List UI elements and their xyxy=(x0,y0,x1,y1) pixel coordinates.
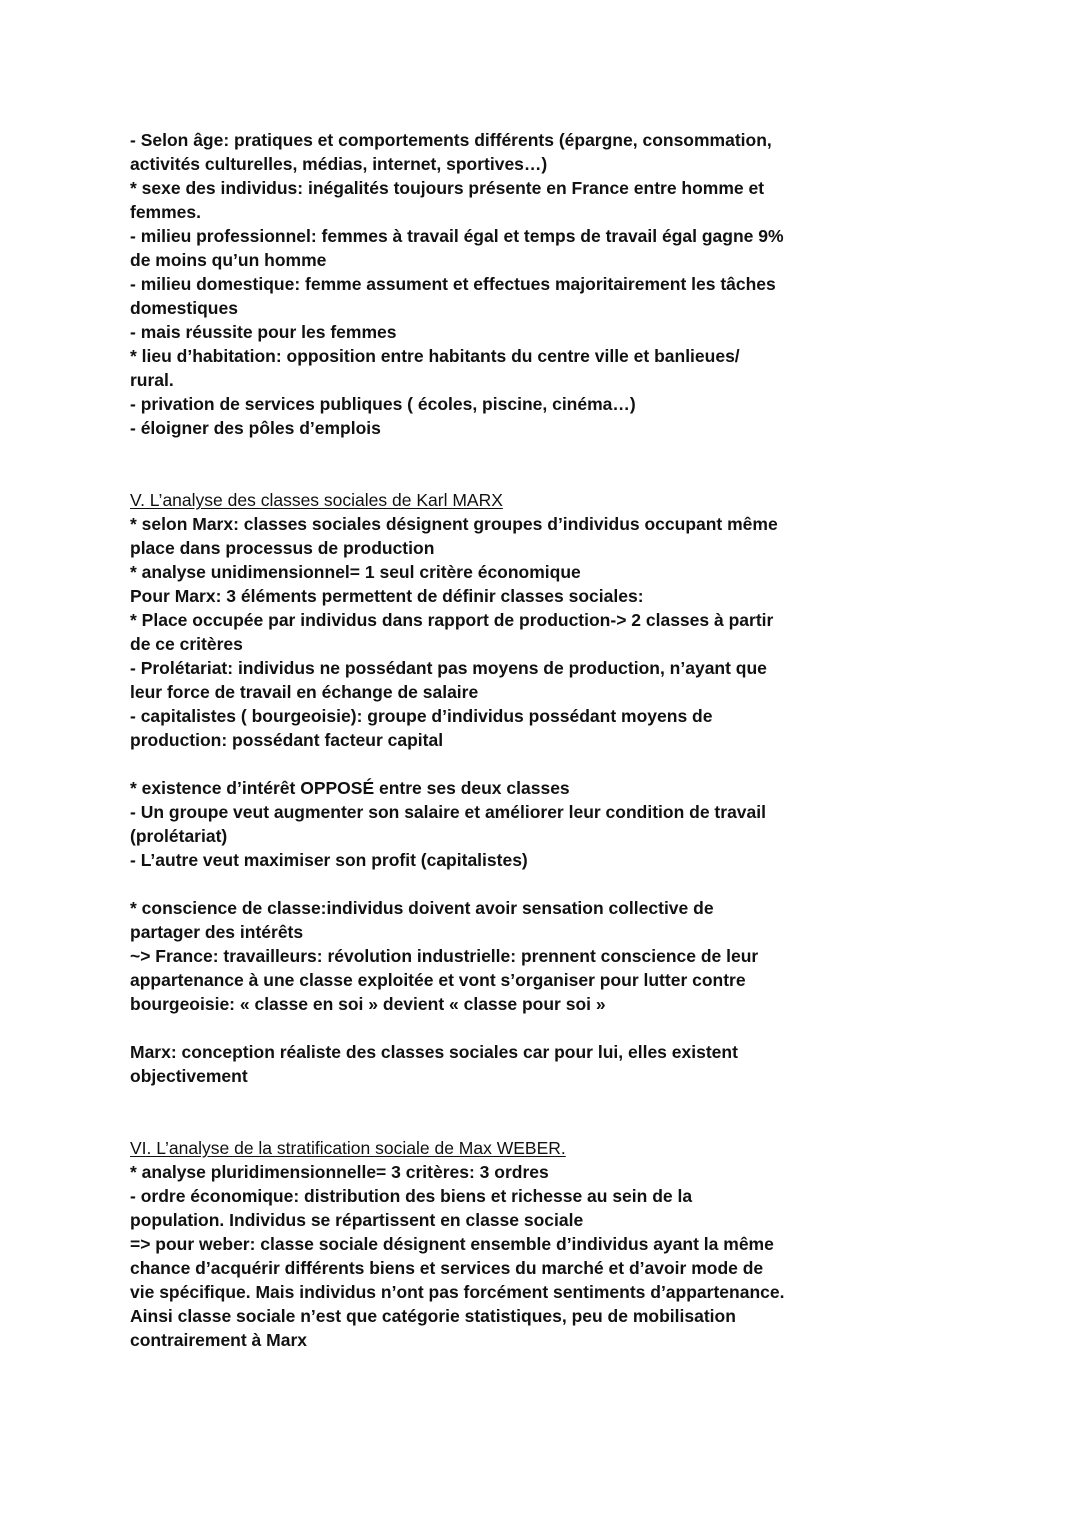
text-line: - capitalistes ( bourgeoisie): groupe d’individus possédant moyens de xyxy=(130,706,713,726)
text-line: => pour weber: classe sociale désignent ensemble d’individus ayant la même xyxy=(130,1234,774,1254)
text-line: - Selon âge: pratiques et comportements différents (épargne, consommation, xyxy=(130,130,772,150)
text-line: domestiques xyxy=(130,298,238,318)
text-line: production: possédant facteur capital xyxy=(130,730,444,750)
text-line: - milieu professionnel: femmes à travail égal et temps de travail égal gagne 9% xyxy=(130,226,784,246)
text-line: Ainsi classe sociale n’est que catégorie statistiques, peu de mobilisation xyxy=(130,1306,736,1326)
text-line: de moins qu’un homme xyxy=(130,250,327,270)
text-line: de ce critères xyxy=(130,634,243,654)
text-line: place dans processus de production xyxy=(130,538,435,558)
text-line: population. Individus se répartissent en classe sociale xyxy=(130,1210,584,1230)
text-line: femmes. xyxy=(130,202,202,222)
text-line: Marx: conception réaliste des classes sociales car pour lui, elles existent xyxy=(130,1042,738,1062)
text-line: vie spécifique. Mais individus n’ont pas forcément sentiments d’appartenance. xyxy=(130,1282,785,1302)
document-page xyxy=(130,128,830,1352)
text-line: chance d’acquérir différents biens et services du marché et d’avoir mode de xyxy=(130,1258,764,1278)
section-weber xyxy=(130,1136,830,1352)
text-line: * Place occupée par individus dans rapport de production-> 2 classes à partir xyxy=(130,610,774,630)
text-line: partager des intérêts xyxy=(130,922,304,942)
spacer xyxy=(130,440,830,464)
text-line: - Un groupe veut augmenter son salaire et améliorer leur condition de travail xyxy=(130,802,766,822)
text-line: ~> France: travailleurs: révolution industrielle: prennent conscience de leur xyxy=(130,946,759,966)
spacer xyxy=(130,1112,830,1136)
spacer xyxy=(130,752,830,776)
spacer xyxy=(130,1088,830,1112)
text-line: contrairement à Marx xyxy=(130,1330,308,1350)
text-line: - Prolétariat: individus ne possédant pas moyens de production, n’ayant que xyxy=(130,658,767,678)
spacer xyxy=(130,872,830,896)
text-line: * analyse unidimensionnel= 1 seul critère économique xyxy=(130,562,581,582)
text-line: objectivement xyxy=(130,1066,248,1086)
text-line: * lieu d’habitation: opposition entre habitants du centre ville et banlieues/ xyxy=(130,346,740,366)
text-line: bourgeoisie: « classe en soi » devient « classe pour soi » xyxy=(130,994,606,1014)
section-marx xyxy=(130,488,830,1088)
text-line: activités culturelles, médias, internet, sportives…) xyxy=(130,154,548,174)
text-line: - L’autre veut maximiser son profit (capitalistes) xyxy=(130,850,528,870)
text-line: * conscience de classe:individus doivent avoir sensation collective de xyxy=(130,898,714,918)
text-line: - ordre économique: distribution des biens et richesse au sein de la xyxy=(130,1186,693,1206)
text-line: rural. xyxy=(130,370,174,390)
text-line: * existence d’intérêt OPPOSÉ entre ses deux classes xyxy=(130,778,570,798)
text-line: leur force de travail en échange de salaire xyxy=(130,682,479,702)
text-line: - privation de services publiques ( écoles, piscine, cinéma…) xyxy=(130,394,636,414)
text-line: Pour Marx: 3 éléments permettent de définir classes sociales: xyxy=(130,586,644,606)
text-line: - milieu domestique: femme assument et effectues majoritairement les tâches xyxy=(130,274,776,294)
spacer xyxy=(130,464,830,488)
text-line: appartenance à une classe exploitée et vont s’organiser pour lutter contre xyxy=(130,970,746,990)
text-line: - éloigner des pôles d’emplois xyxy=(130,418,381,438)
section-heading-weber: VI. L’analyse de la stratification sociale de Max WEBER. xyxy=(130,1138,566,1158)
text-line: * sexe des individus: inégalités toujours présente en France entre homme et xyxy=(130,178,765,198)
text-line: (prolétariat) xyxy=(130,826,228,846)
text-line: * analyse pluridimensionnelle= 3 critères: 3 ordres xyxy=(130,1162,549,1182)
section-heading-marx: V. L’analyse des classes sociales de Karl MARX xyxy=(130,490,503,510)
text-line: * selon Marx: classes sociales désignent groupes d’individus occupant même xyxy=(130,514,778,534)
text-line: - mais réussite pour les femmes xyxy=(130,322,397,342)
spacer xyxy=(130,1016,830,1040)
section-intro xyxy=(130,128,830,440)
